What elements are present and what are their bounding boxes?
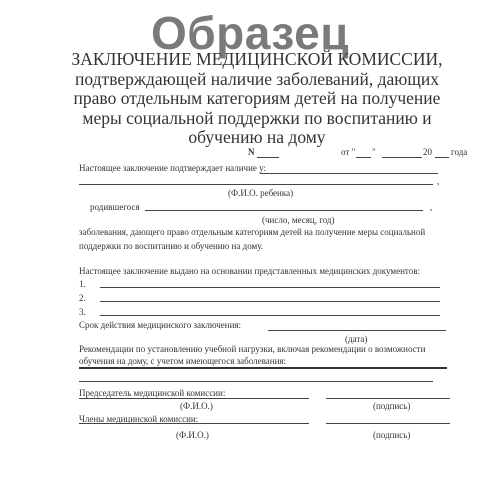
confirm-field[interactable] xyxy=(260,173,438,174)
members-fio-caption: (Ф.И.О.) xyxy=(176,430,209,440)
child-name-caption: (Ф.И.О. ребенка) xyxy=(228,188,294,198)
doc-field-2[interactable] xyxy=(100,301,440,302)
watermark-sample: Образец xyxy=(150,7,350,59)
recommendations-text: Рекомендации по установлению учебной нагрузки, включая рекомендации о возможности обучения на дому, с учетом имеющегося заболевания: xyxy=(79,344,426,366)
number-field[interactable] xyxy=(257,157,279,158)
members-signature-field[interactable] xyxy=(326,423,450,424)
number-label: N xyxy=(248,147,255,157)
child-name-field[interactable] xyxy=(79,184,433,185)
members-fio-field[interactable] xyxy=(79,423,309,424)
validity-field[interactable] xyxy=(268,330,446,331)
year-field[interactable] xyxy=(435,157,449,158)
doc-number: 3. xyxy=(79,307,86,317)
born-label: родившегося xyxy=(90,202,140,212)
day-field[interactable] xyxy=(356,157,371,158)
date-from-label: от " xyxy=(341,147,356,157)
chairman-fio-field[interactable] xyxy=(79,398,309,399)
year-prefix: 20 xyxy=(423,147,432,157)
recommendations-field-2[interactable] xyxy=(79,381,433,382)
validity-label: Срок действия медицинского заключения: xyxy=(79,320,242,330)
comma: , xyxy=(437,176,440,186)
doc-number: 1. xyxy=(79,279,86,289)
title-line: право отдельным категориям детей на получение xyxy=(73,88,441,108)
chairman-signature-field[interactable] xyxy=(326,398,450,399)
birth-date-caption: (число, месяц, год) xyxy=(262,215,335,225)
chairman-fio-caption: (Ф.И.О.) xyxy=(180,401,213,411)
birth-date-field[interactable] xyxy=(145,210,423,211)
year-suffix: года xyxy=(451,147,468,157)
title-line: ЗАКЛЮЧЕНИЕ МЕДИЦИНСКОЙ КОМИССИИ, xyxy=(71,49,443,69)
title-line: меры социальной поддержки по воспитанию и xyxy=(82,107,432,128)
doc-field-1[interactable] xyxy=(100,287,440,288)
comma: , xyxy=(430,202,433,212)
month-field[interactable] xyxy=(382,157,422,158)
confirm-text: Настоящее заключение подтверждает наличие у: xyxy=(79,163,267,173)
doc-field-3[interactable] xyxy=(100,315,440,316)
recommendations-field-1[interactable] xyxy=(79,367,447,369)
document-title xyxy=(62,50,452,148)
title-line: подтверждающей наличие заболеваний, дающих xyxy=(75,68,439,89)
issued-text: Настоящее заключение выдано на основании представленных медицинских документов: xyxy=(79,266,420,276)
title-line: обучению на дому xyxy=(188,127,326,147)
date-caption: (дата) xyxy=(345,334,368,344)
chairman-label: Председатель медицинской комиссии: xyxy=(79,388,226,398)
members-label: Члены медицинской комиссии: xyxy=(79,414,199,424)
quote-close: " xyxy=(372,147,376,157)
members-signature-caption: (подпись) xyxy=(373,430,411,440)
doc-number: 2. xyxy=(79,293,86,303)
diseases-text: заболевания, дающего право отдельным категориям детей на получение меры социальной поддержки по воспитанию и обучению на дому. xyxy=(79,227,426,251)
chairman-signature-caption: (подпись) xyxy=(373,401,411,411)
